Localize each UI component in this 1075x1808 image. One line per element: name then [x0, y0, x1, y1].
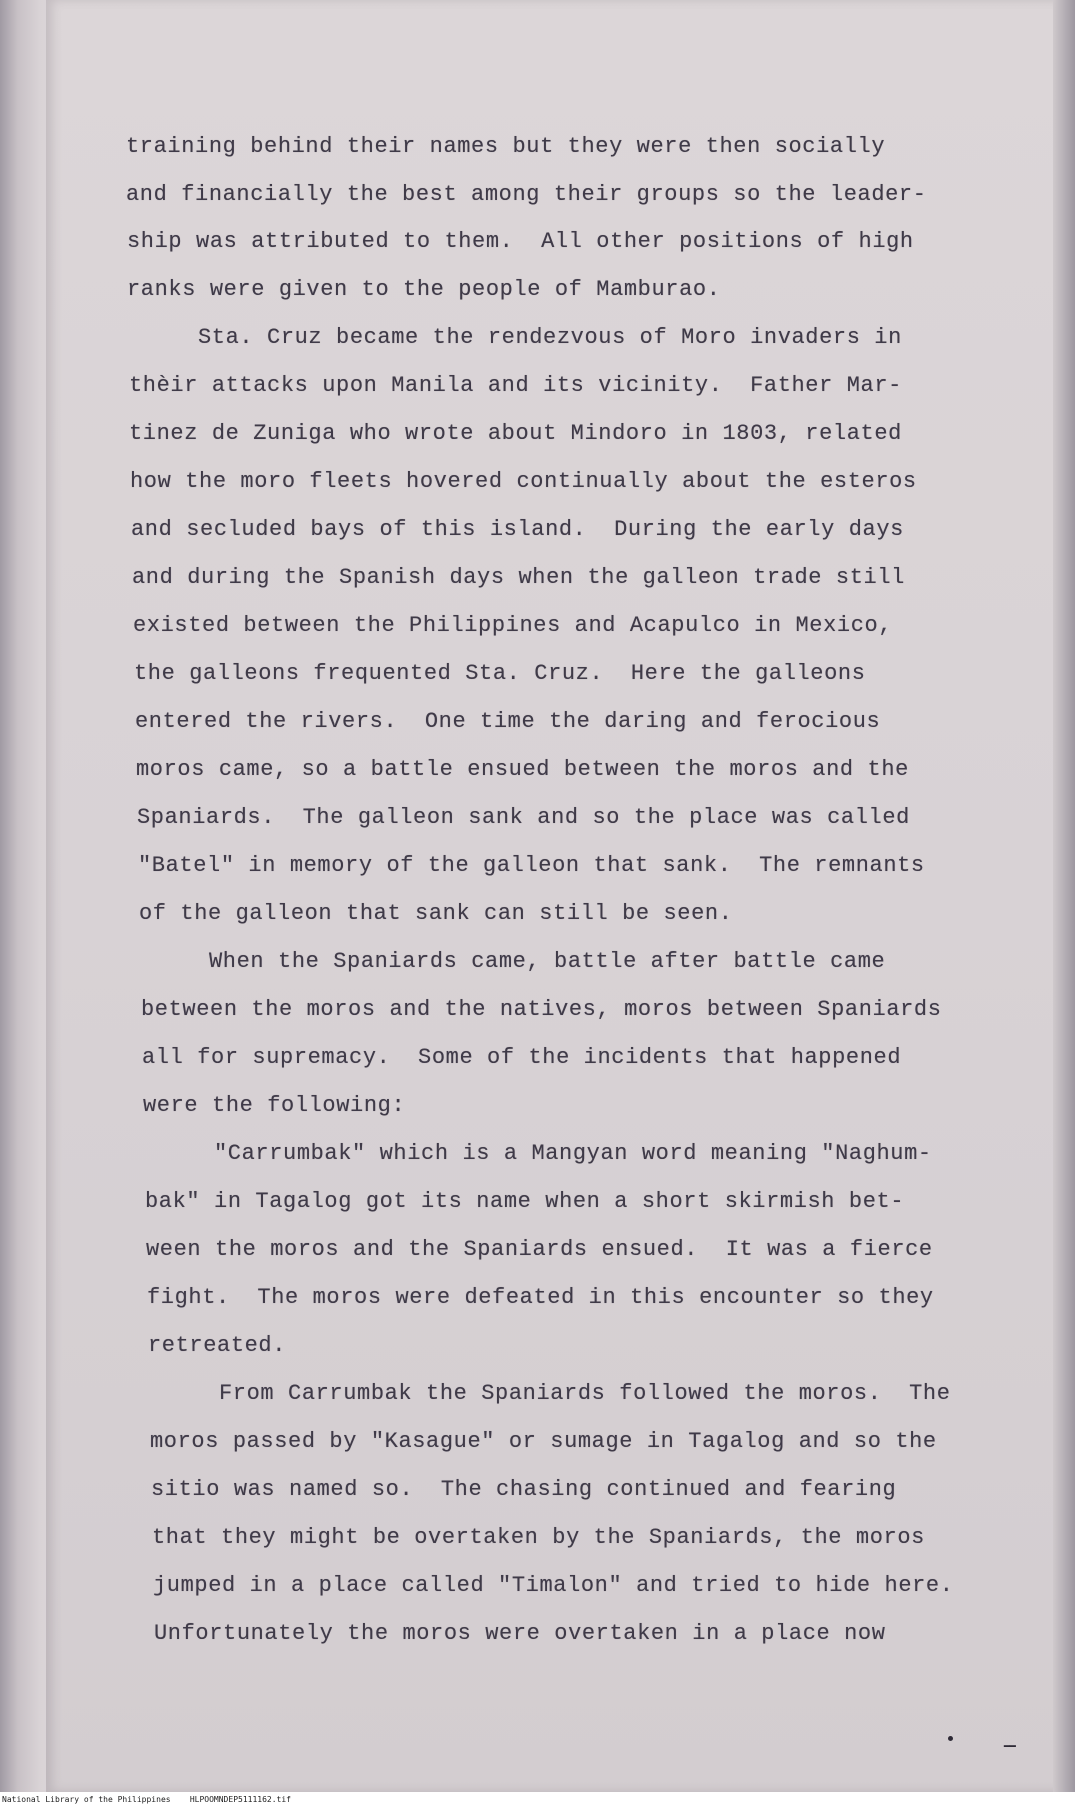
- page-mark: ــ: [1004, 1728, 1016, 1752]
- text-line: ween the moros and the Spaniards ensued. It was a fierce: [146, 1237, 933, 1262]
- text-line: between the moros and the natives, moros between Spaniards: [141, 997, 942, 1022]
- text-line: moros passed by "Kasague" or sumage in Tagalog and so the: [150, 1429, 937, 1454]
- text-line: that they might be overtaken by the Spaniards, the moros: [152, 1525, 925, 1550]
- text-line: moros came, so a battle ensued between the moros and the: [136, 757, 909, 782]
- text-line: fight. The moros were defeated in this encounter so they: [147, 1285, 934, 1310]
- text-line: existed between the Philippines and Acapulco in Mexico,: [133, 613, 893, 638]
- text-line: "Carrumbak" which is a Mangyan word meaning "Naghum-: [214, 1141, 932, 1166]
- text-line: Spaniards. The galleon sank and so the place was called: [137, 805, 910, 830]
- text-line: entered the rivers. One time the daring and ferocious: [135, 709, 881, 734]
- text-line: bak" in Tagalog got its name when a short skirmish bet-: [145, 1189, 905, 1214]
- text-line: and financially the best among their groups so the leader-: [126, 182, 927, 207]
- ink-dot: [948, 1736, 953, 1741]
- text-line: When the Spaniards came, battle after battle came: [209, 949, 886, 974]
- text-line: "Batel" in memory of the galleon that sank. The remnants: [138, 853, 925, 878]
- text-line: retreated.: [148, 1333, 287, 1358]
- text-line: the galleons frequented Sta. Cruz. Here the galleons: [134, 661, 866, 686]
- text-line: and secluded bays of this island. During the early days: [131, 517, 904, 542]
- footer-text: National Library of the Philippines HLPOOMNDEP5111162.tif: [2, 1795, 291, 1804]
- scan-footer: [0, 1792, 1075, 1808]
- text-line: tinez de Zuniga who wrote about Mindoro in 1803, related: [129, 421, 902, 446]
- text-line: sitio was named so. The chasing continued and fearing: [151, 1477, 897, 1502]
- text-line: training behind their names but they were then socially: [126, 134, 886, 159]
- text-line: were the following:: [143, 1093, 406, 1118]
- text-line: how the moro fleets hovered continually about the esteros: [130, 469, 917, 494]
- text-line: and during the Spanish days when the galleon trade still: [132, 565, 905, 590]
- text-line: ranks were given to the people of Mamburao.: [127, 277, 721, 302]
- text-line: Sta. Cruz became the rendezvous of Moro invaders in: [198, 325, 902, 350]
- text-line: of the galleon that sank can still be seen.: [139, 901, 733, 926]
- text-line: Unfortunately the moros were overtaken in a place now: [154, 1621, 886, 1646]
- text-line: From Carrumbak the Spaniards followed the moros. The: [219, 1381, 951, 1406]
- text-line: all for supremacy. Some of the incidents that happened: [142, 1045, 902, 1070]
- text-line: jumped in a place called "Timalon" and tried to hide here.: [153, 1573, 954, 1598]
- text-line: ship was attributed to them. All other positions of high: [127, 229, 914, 254]
- text-line: thèir attacks upon Manila and its vicinity. Father Mar-: [129, 373, 902, 398]
